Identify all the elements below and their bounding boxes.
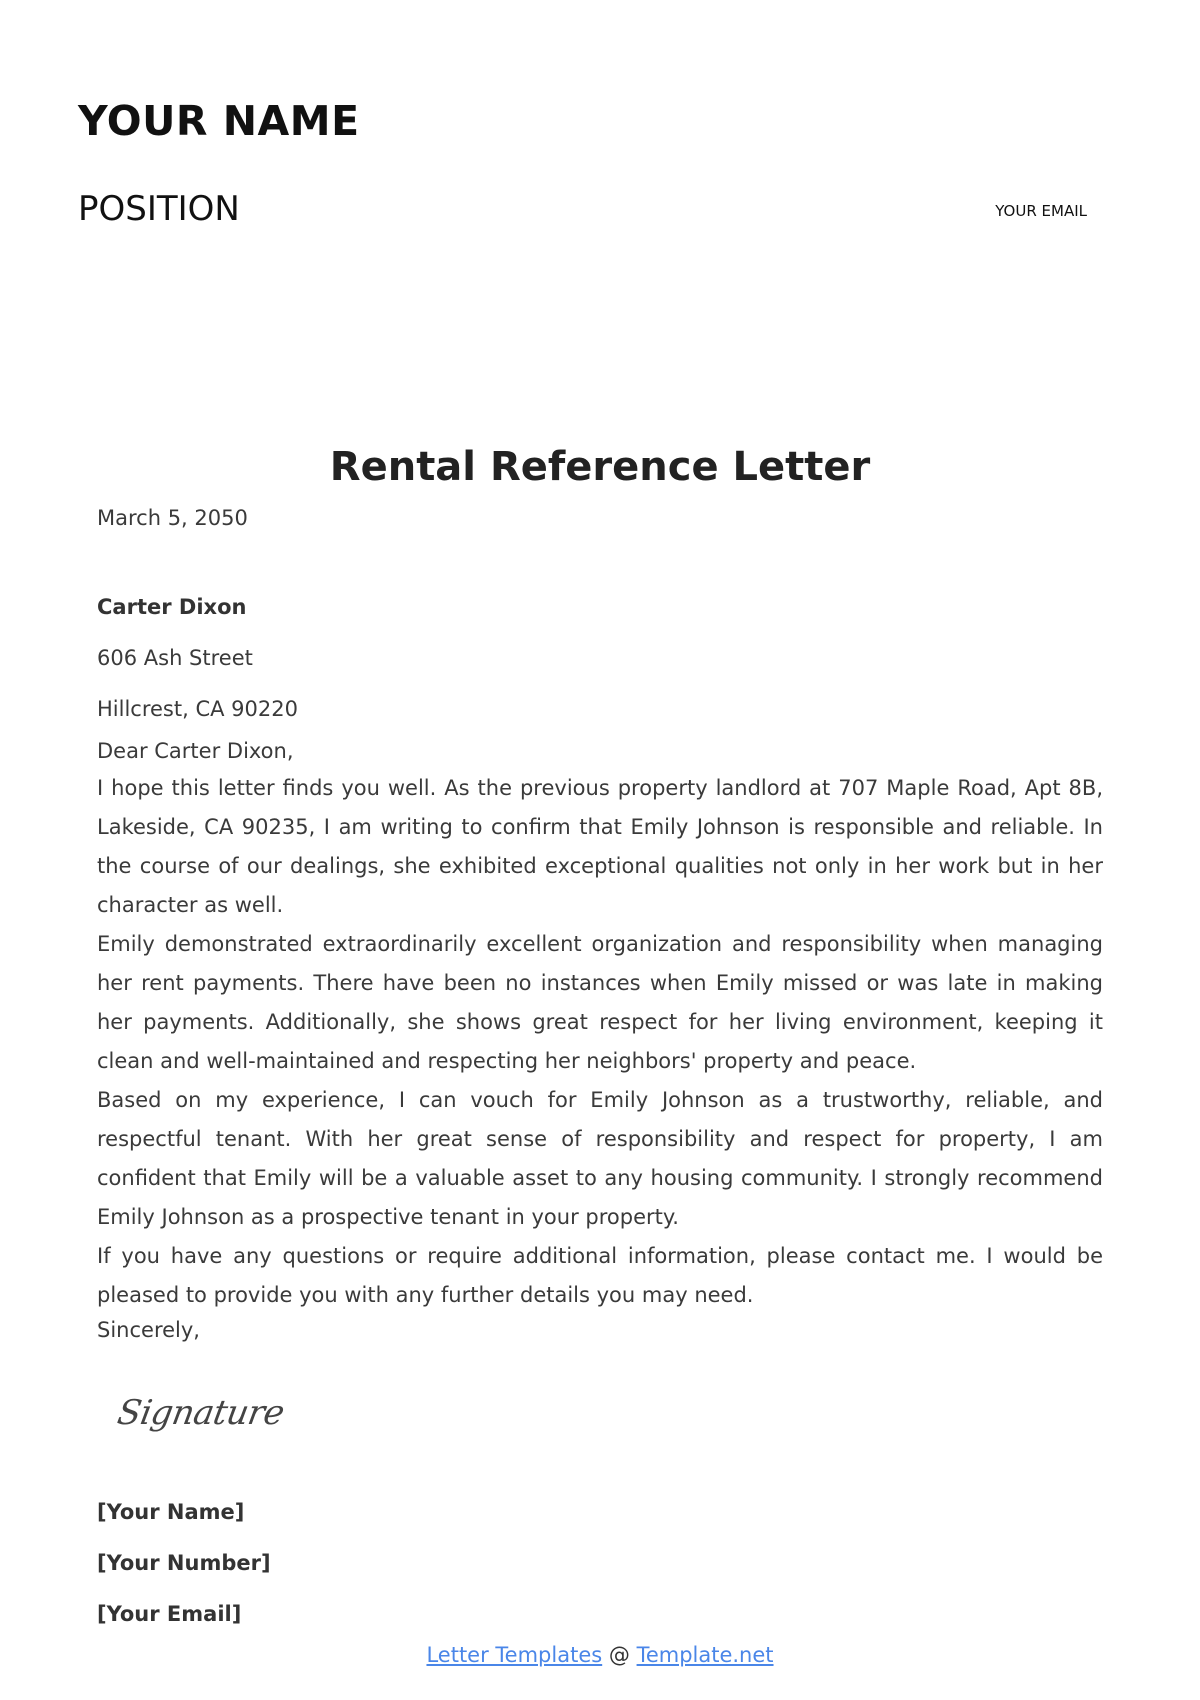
letter-templates-link[interactable]: Letter Templates xyxy=(426,1643,603,1667)
recipient-city: Hillcrest, CA 90220 xyxy=(97,697,298,721)
body-paragraph: Based on my experience, I can vouch for Emily Johnson as a trustworthy, reliable, and respectful tenant. With her great sense of responsibility and respect for property, I am confident that Emily will be a valuable asset to any housing community. I strongly recommend Emily Johnson as a prospective tenant in your property. xyxy=(97,1088,1103,1229)
recipient-name: Carter Dixon xyxy=(97,595,247,619)
body-paragraph: If you have any questions or require additional information, please contact me. I would be pleased to provide you with any further details you may need. xyxy=(97,1244,1103,1307)
signature-image: Signature xyxy=(114,1393,288,1433)
letter-date: March 5, 2050 xyxy=(97,506,248,530)
footer xyxy=(0,1640,1200,1670)
body-paragraph: I hope this letter finds you well. As the previous property landlord at 707 Maple Road, Apt 8B, Lakeside, CA 90235, I am writing to confirm that Emily Johnson is responsible and reliable. In the course of our dealings, she exhibited exceptional qualities not only in her work but in her character as well. xyxy=(97,776,1103,917)
salutation: Dear Carter Dixon, xyxy=(97,739,294,763)
sender-number: [Your Number] xyxy=(97,1551,271,1575)
sender-email: [Your Email] xyxy=(97,1602,242,1626)
sender-block xyxy=(97,1497,271,1650)
header-position: POSITION xyxy=(78,189,240,229)
document-title: Rental Reference Letter xyxy=(329,444,871,490)
header-email: YOUR EMAIL xyxy=(995,202,1087,220)
body-paragraph: Emily demonstrated extraordinarily excellent organization and responsibility when managing her rent payments. There have been no instances when Emily missed or was late in making her payments. Additionally, she shows great respect for her living environment, keeping it clean and well-maintained and respecting her neighbors' property and peace. xyxy=(97,932,1103,1073)
header-name: YOUR NAME xyxy=(78,97,360,145)
recipient-block xyxy=(97,592,1103,745)
letter-body xyxy=(97,736,1103,1348)
sender-name: [Your Name] xyxy=(97,1500,245,1524)
recipient-street: 606 Ash Street xyxy=(97,646,253,670)
footer-separator: @ xyxy=(608,1643,630,1667)
closing: Sincerely, xyxy=(97,1318,200,1342)
template-net-link[interactable]: Template.net xyxy=(636,1643,774,1667)
